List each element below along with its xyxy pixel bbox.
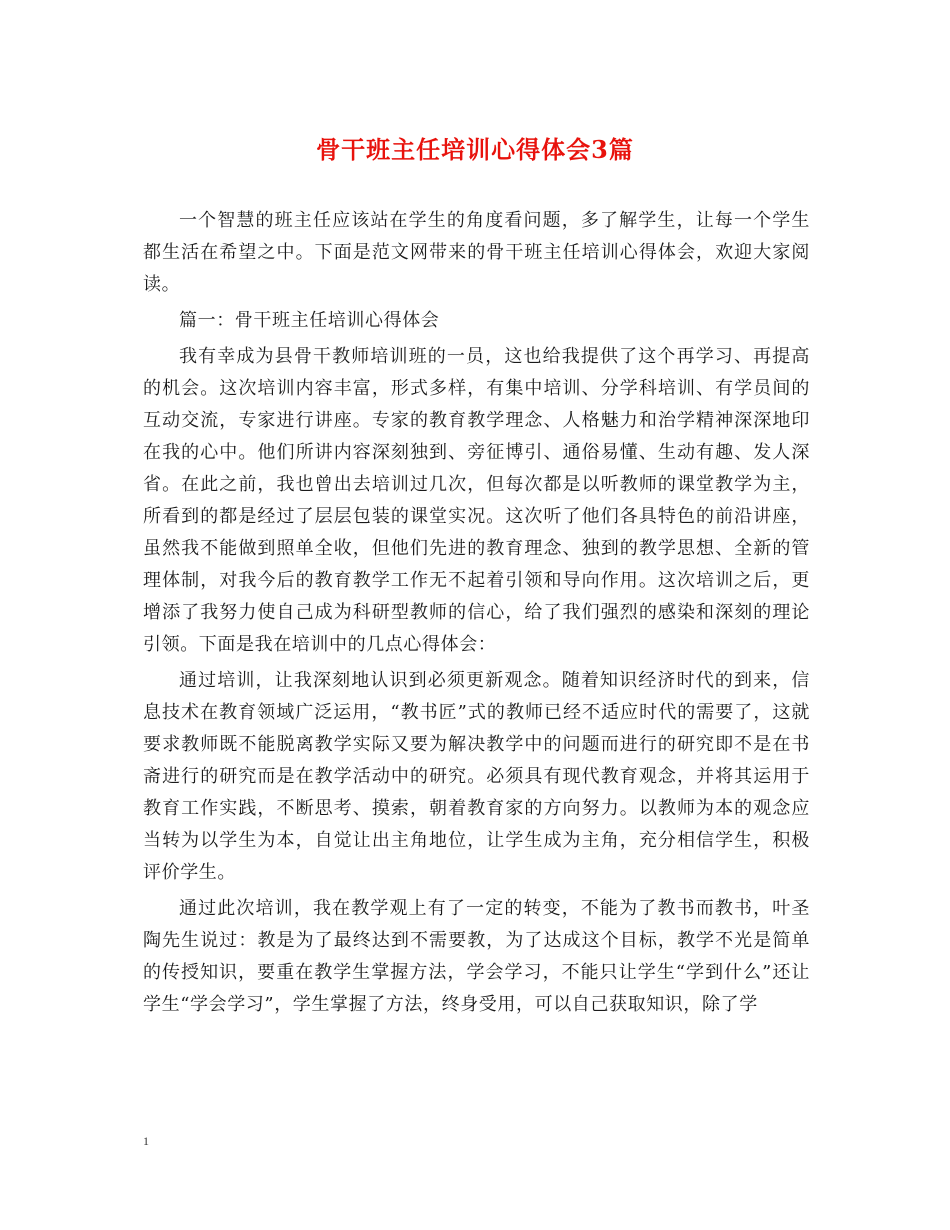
document-body bbox=[143, 205, 810, 1025]
page-number: 1 bbox=[143, 1134, 149, 1148]
paragraph: 通过此次培训，我在教学观上有了一定的转变，不能为了教书而教书，叶圣陶先生说过：教是为了最终达到不需要教，为了达成这个目标，教学不光是简单的传授知识，要重在教学生掌握方法，学会学习，不能只让学生“学到什么”还让学生“学会学习”，学生掌握了方法，终身受用，可以自己获取知识，除了学 bbox=[143, 898, 810, 1015]
paragraph: 通过培训，让我深刻地认识到必须更新观念。随着知识经济时代的到来，信息技术在教育领域广泛运用，“教书匠”式的教师已经不适应时代的需要了，这就要求教师既不能脱离教学实际又要为解决教学中的问题而进行的研究即不是在书斋进行的研究而是在教学活动中的研究。必须具有现代教育观念，并将其运用于教育工作实践，不断思考、摸索，朝着教育家的方向努力。以教师为本的观念应当转为以学生为本，自觉让出主角地位，让学生成为主角，充分相信学生，积极评价学生。 bbox=[143, 670, 810, 883]
paragraph: 我有幸成为县骨干教师培训班的一员，这也给我提供了这个再学习、再提高的机会。这次培训内容丰富，形式多样，有集中培训、分学科培训、有学员间的互动交流，专家进行讲座。专家的教育教学理念、人格魅力和治学精神深深地印在我的心中。他们所讲内容深刻独到、旁征博引、通俗易懂、生动有趣、发人深省。在此之前，我也曾出去培训过几次，但每次都是以听教师的课堂教学为主，所看到的都是经过了层层包装的课堂实况。这次听了他们各具特色的前沿讲座，虽然我不能做到照单全收，但他们先进的教育理念、独到的教学思想、全新的管理体制，对我今后的教育教学工作无不起着引领和导向作用。这次培训之后，更增添了我努力使自己成为科研型教师的信心，给了我们强烈的感染和深刻的理论引领。下面是我在培训中的几点心得体会： bbox=[143, 346, 810, 655]
document-title: 骨干班主任培训心得体会3篇 bbox=[316, 135, 634, 164]
paragraph-intro: 一个智慧的班主任应该站在学生的角度看问题，多了解学生，让每一个学生都生活在希望之中。下面是范文网带来的骨干班主任培训心得体会，欢迎大家阅读。 bbox=[143, 210, 810, 295]
section-heading: 篇一：骨干班主任培训心得体会 bbox=[179, 310, 440, 331]
